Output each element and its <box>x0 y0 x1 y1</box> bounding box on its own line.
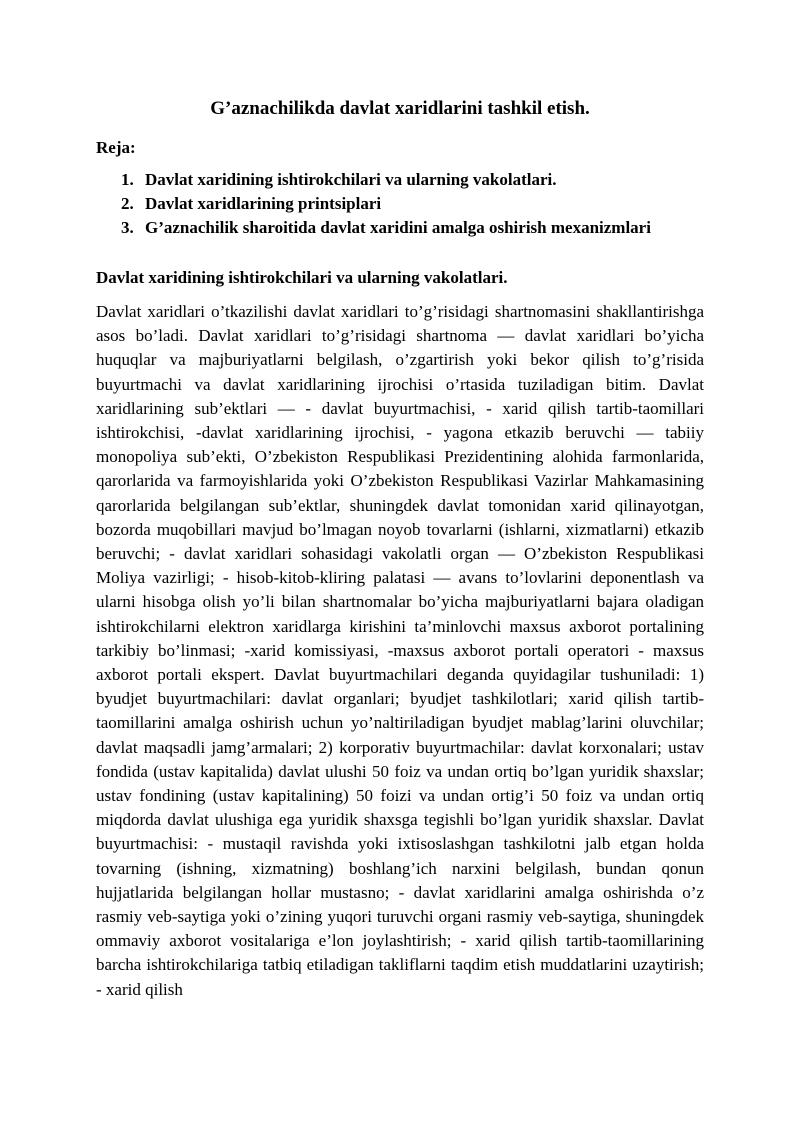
plan-item-text: Davlat xaridlarining printsiplari <box>145 194 382 213</box>
plan-item-text: G’aznachilik sharoitida davlat xaridini amalga oshirish mexanizmlari <box>145 218 651 237</box>
plan-item-number: 2. <box>121 194 134 213</box>
document-title: G’aznachilikda davlat xaridlarini tashkil etish. <box>210 98 590 119</box>
plan-list <box>96 168 704 240</box>
plan-item-number: 3. <box>121 218 134 237</box>
plan-item <box>121 192 704 216</box>
plan-item-text: Davlat xaridining ishtirokchilari va ularning vakolatlari. <box>145 170 557 189</box>
plan-item <box>121 216 704 240</box>
plan-item-number: 1. <box>121 170 134 189</box>
document-page <box>96 96 704 1002</box>
plan-label: Reja: <box>96 138 136 157</box>
plan-item <box>121 168 704 192</box>
body-paragraph: Davlat xaridlari o’tkazilishi davlat xaridlari to’g’risidagi shartnomasini shakllantirishga asos bo’ladi. Davlat xaridlari to’g’risidagi shartnoma — davlat xaridlari bo’yicha huquqlar va majburiyatlarni belgilash, o’zgartirish yoki bekor qilish to’g’risida buyurtmachi va davlat xaridlarining ijrochisi o’rtasida tuziladigan bitim. Davlat xaridlarining sub’ektlari — - davlat buyurtmachisi, - xarid qilish tartib-taomillari ishtirokchisi, -davlat xaridlarining ijrochisi, - yagona etkazib beruvchi — tabiiy monopoliya sub’ekti, O’zbekiston Respublikasi Prezidentining alohida farmonlarida, qarorlarida va farmoyishlarida yoki O’zbekiston Respublikasi Vazirlar Mahkamasining qarorlarida belgilangan sub’ektlar, shuningdek davlat tomonidan xarid qilinayotgan, bozorda muqobillari mavjud bo’lmagan noyob tovarlarni (ishlarni, xizmatlarni) etkazib beruvchi; - davlat xaridlari sohasidagi vakolatli organ — O’zbekiston Respublikasi Moliya vazirligi; - hisob-kitob-kliring palatasi — avans to’lovlarini deponentlash va ularni hisobga olish yo’li bilan shartnomalar bo’yicha majburiyatlarni bajara oladigan ishtirokchilarni elektron xaridlarga kirishini ta’minlovchi maxsus axborot portalining tarkibiy bo’linmasi; -xarid komissiyasi, -maxsus axborot portali operatori - maxsus axborot portali ekspert. Davlat buyurtmachilari deganda quyidagilar tushuniladi: 1) byudjet buyurtmachilari: davlat organlari; byudjet tashkilotlari; xarid qilish tartib-taomillarini amalga oshirish uchun yo’naltiriladigan byudjet mablag’larini oluvchilar; davlat maqsadli jamg’armalari; 2) korporativ buyurtmachilar: davlat korxonalari; ustav fondida (ustav kapitalida) davlat ulushi 50 foiz va undan ortiq bo’lgan yuridik shaxslar; ustav fondining (ustav kapitalining) 50 foizi va undan ortig’i 50 foiz va undan ortiq miqdorda davlat ulushiga ega yuridik shaxsga tegishli bo’lgan yuridik shaxslar. Davlat buyurtmachisi: - mustaqil ravishda yoki ixtisoslashgan tashkilotni jalb etgan holda tovarning (ishning, xizmatning) boshlang’ich narxini belgilash, bundan qonun hujjatlarida belgilangan hollar mustasno; - davlat xaridlarini amalga oshirishda o’z rasmiy veb-saytiga yoki o’zining yuqori turuvchi organi rasmiy veb-saytiga, shuningdek ommaviy axborot vositalariga e’lon joylashtirish; - xarid qilish tartib-taomillarining barcha ishtirokchilariga tatbiq etiladigan takliflarni taqdim etish muddatlarini uzaytirish; - xarid qilish <box>96 302 704 999</box>
section-heading: Davlat xaridining ishtirokchilari va ularning vakolatlari. <box>96 268 508 287</box>
